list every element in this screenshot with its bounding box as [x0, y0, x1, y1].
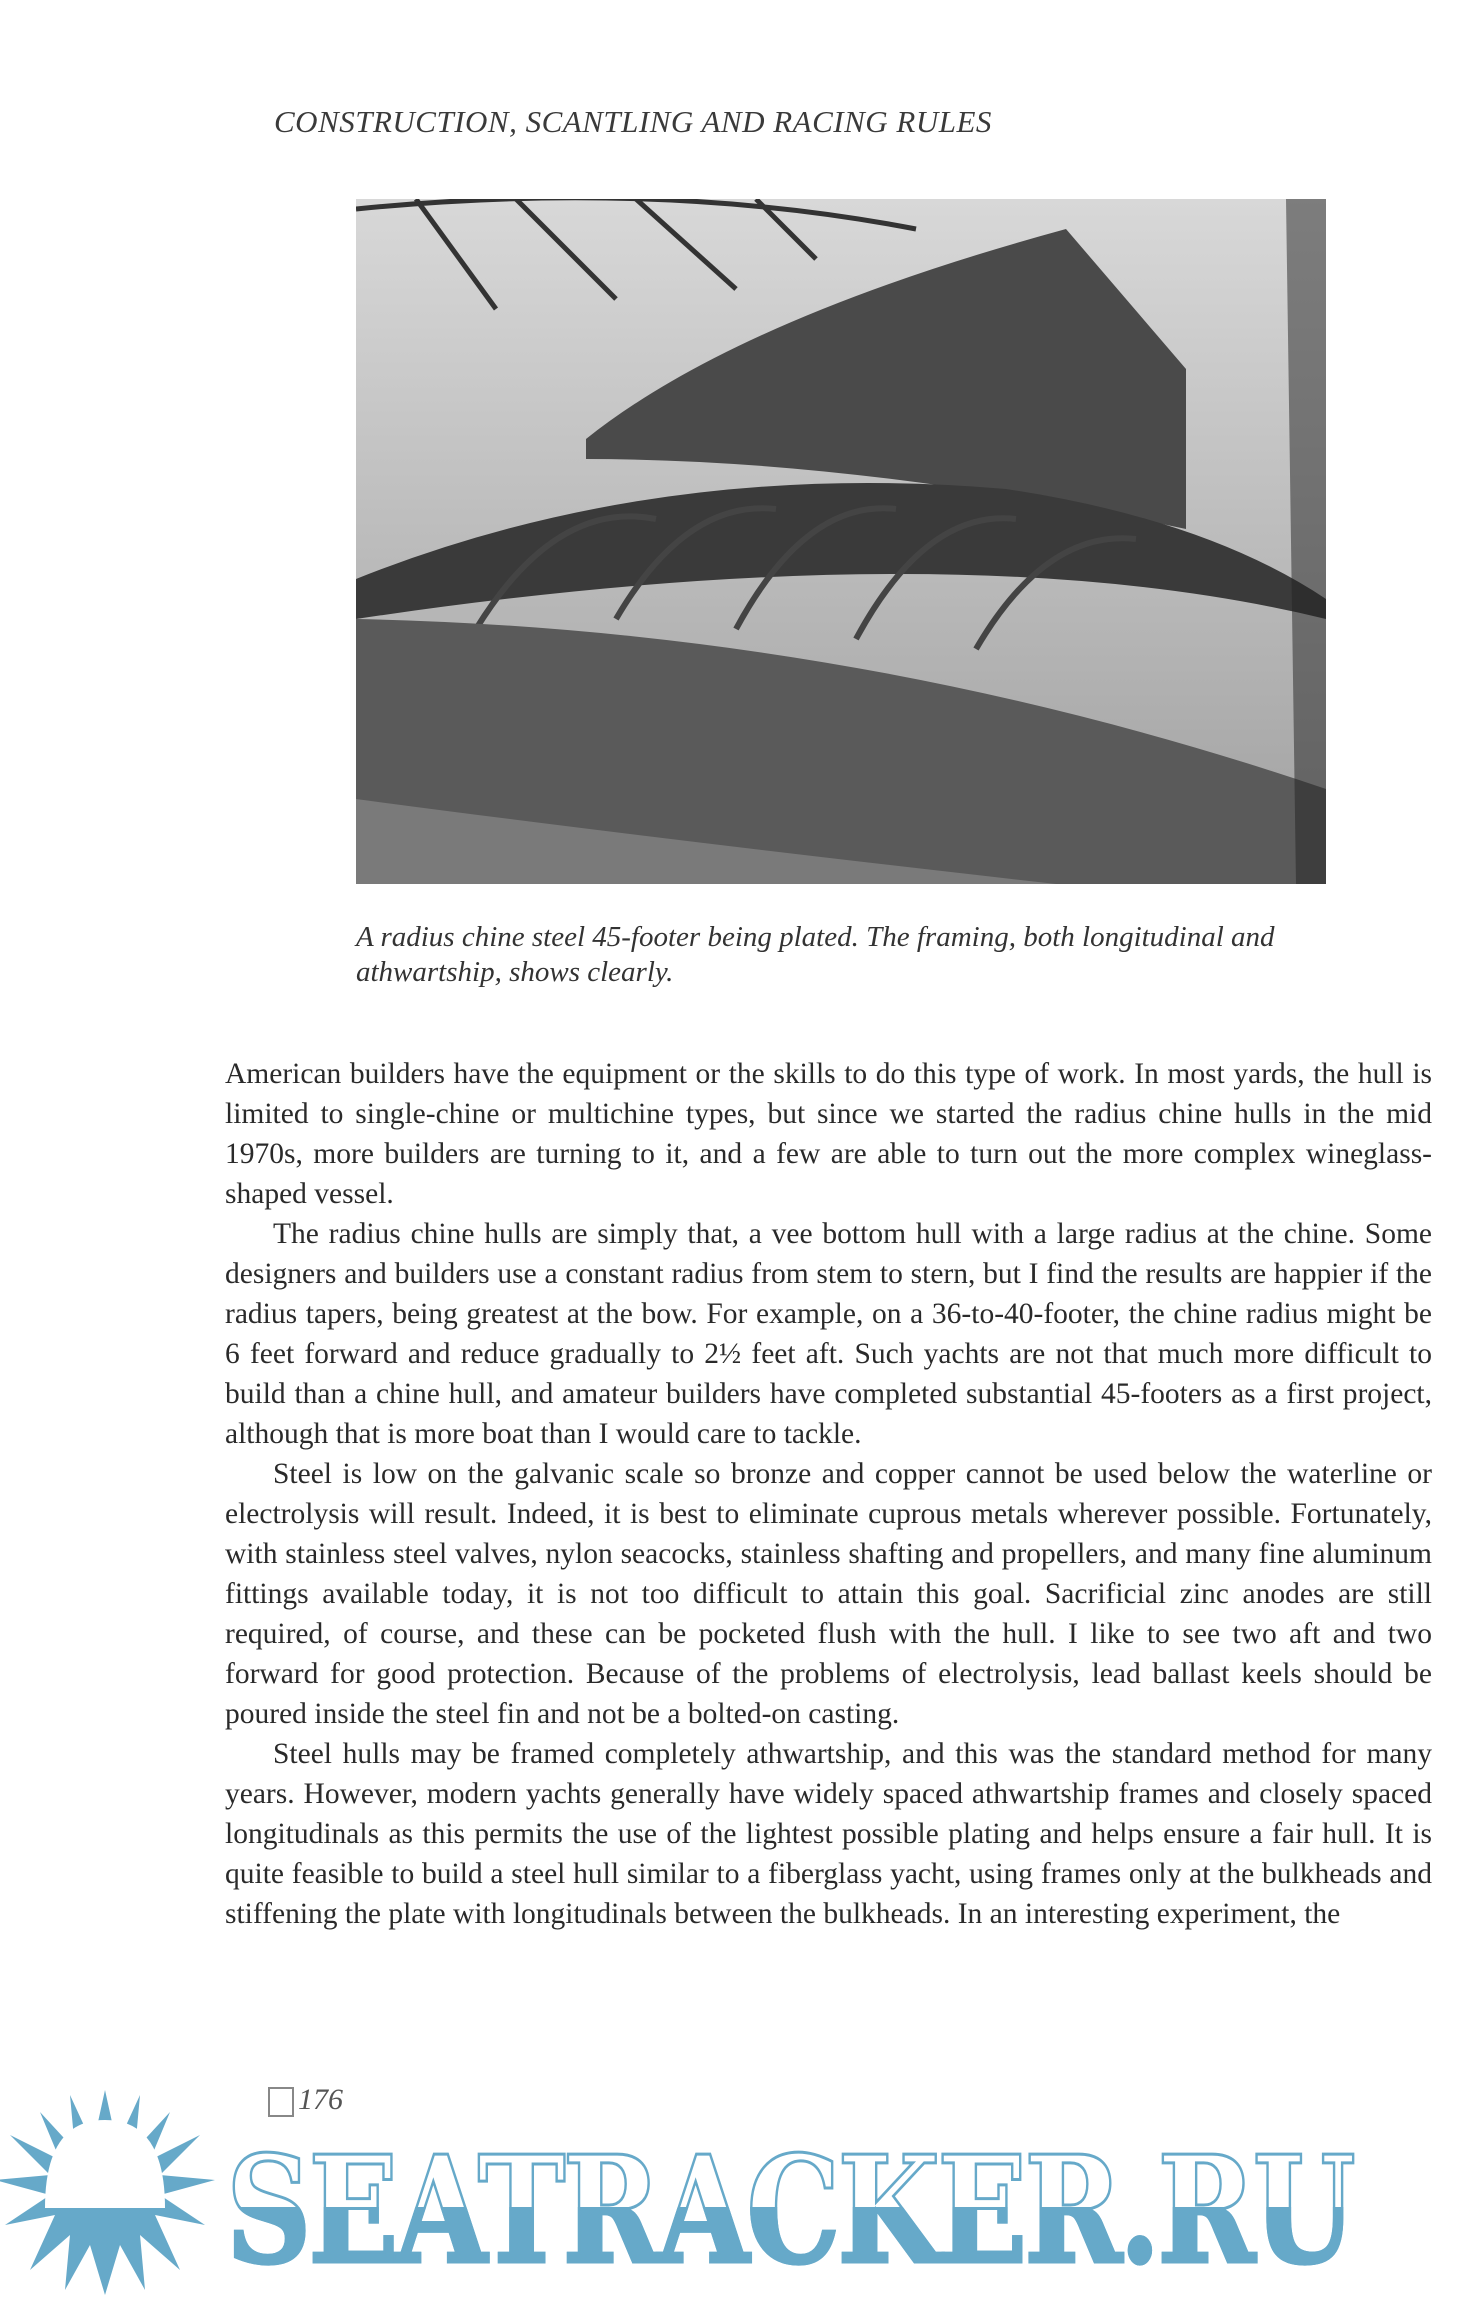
figure-caption: A radius chine steel 45-footer being plated. The framing, both longitudinal and athwartship, shows clearly.: [356, 921, 1275, 988]
page-marker-icon: [268, 2087, 294, 2117]
page-number: [268, 2084, 343, 2117]
watermark-logo-text: SEATRACKER.RU: [226, 2123, 1353, 2297]
page-number-text: 176: [298, 2083, 343, 2116]
paragraph: The radius chine hulls are simply that, a vee bottom hull with a large radius at the chine. Some designers and builders use a constant radius from stem to stern, but I find the results are happier if the radius tapers, being greatest at the bow. For example, on a 36-to-40-footer, the chine radius might be 6 feet forward and reduce gradually to 2½ feet aft. Such yachts are not that much more difficult to build than a chine hull, and amateur builders have completed substantial 45-footers as a first project, although that is more boat than I would care to tackle.: [225, 1218, 1432, 1450]
running-head: CONSTRUCTION, SCANTLING AND RACING RULES: [274, 104, 992, 139]
body-text: [225, 1054, 1432, 1934]
paragraph: Steel is low on the galvanic scale so bronze and copper cannot be used below the waterline or electrolysis will result. Indeed, it is best to eliminate cuprous metals wherever possible. Fortunately, with stainless steel valves, nylon seacocks, stainless shafting and propellers, and many fine aluminum fittings available today, it is not too difficult to attain this goal. Sacrificial zinc anodes are still required, of course, and these can be pocketed flush with the hull. I like to see two aft and two forward for good protection. Because of the problems of electrolysis, lead ballast keels should be poured inside the steel fin and not be a bolted-on casting.: [225, 1458, 1432, 1730]
paragraph: American builders have the equipment or the skills to do this type of work. In most yards, the hull is limited to single-chine or multichine types, but since we started the radius chine hulls in the mid 1970s, more builders are turning to it, and a few are able to turn out the more complex wineglass-shaped vessel.: [225, 1058, 1432, 1210]
hull-photo: [356, 199, 1326, 884]
paragraph: Steel hulls may be framed completely athwartship, and this was the standard method for many years. However, modern yachts generally have widely spaced athwartship frames and closely spaced longitudinals as this permits the use of the lightest possible plating and helps ensure a fair hull. It is quite feasible to build a steel hull similar to a fiberglass yacht, using frames only at the bulkheads and stiffening the plate with longitudinals between the bulkheads. In an interesting experiment, the: [225, 1738, 1432, 1930]
